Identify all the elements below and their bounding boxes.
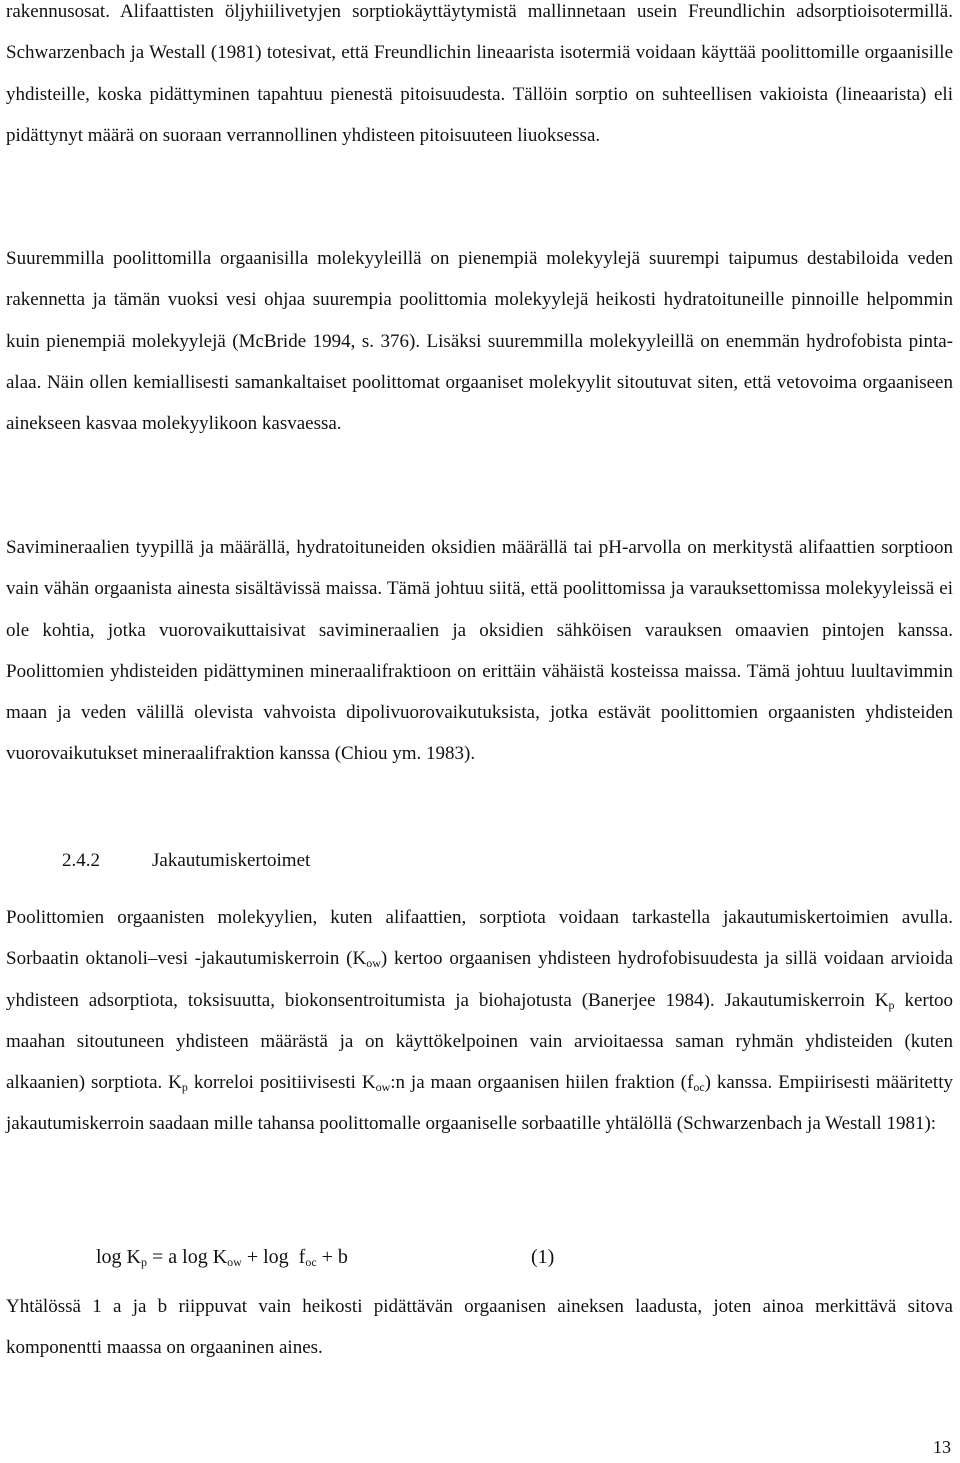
text-run: korreloi positiivisesti K xyxy=(187,1072,376,1094)
text-run: :n ja maan orgaanisen hiilen fraktion (f xyxy=(390,1072,694,1094)
formula-part: + b xyxy=(316,1246,348,1268)
text-run: ) kertoo orgaanisen yhdisteen hydrofobisuudesta ja sillä voidaan arvioida yhdisteen adsorptiota, toksisuutta, biokonsentroitumista ja biohajotusta (Banerjee 1984). Jakautumiskerroin K xyxy=(6,948,954,1011)
subscript: p xyxy=(888,997,895,1012)
paragraph-molecule-size: Suuremmilla poolittomilla orgaanisilla molekyyleillä on pienempiä molekyylejä suurempi taipumus destabiloida veden rakennetta ja tämän vuoksi vesi ohjaa suurempia poolittomia molekyylejä heikosti hydratoituneille pinnoille helpommin kuin pienempiä molekyylejä (McBride 1994, s. 376). Lisäksi suuremmilla molekyyleillä on enemmän hydrofobista pinta-alaa. Näin ollen kemiallisesti samankaltaiset poolittomat orgaaniset molekyylit sitoutuvat siten, että vetovoima orgaaniseen ainekseen kasvaa molekyylikoon kasvaessa. xyxy=(6,248,953,435)
subscript: p xyxy=(181,1080,188,1095)
equation-1 xyxy=(96,1240,555,1274)
page-number: 13 xyxy=(933,1437,951,1457)
formula-part: log K xyxy=(96,1246,141,1268)
subscript: oc xyxy=(693,1080,705,1095)
section-title: Jakautumiskertoimet xyxy=(152,850,311,871)
paragraph-clay-minerals: Savimineraalien tyypillä ja määrällä, hydratoituneiden oksidien määrällä tai pH-arvolla on merkitystä alifaattien sorptioon vain vähän orgaanista ainesta sisältävissä maissa. Tämä johtuu siitä, että poolittomissa ja varauksettomissa molekyyleissä ei ole kohtia, jotka vuorovaikuttaisivat savimineraalien ja oksidien sähköisen varauksen omaavien pintojen kanssa. Poolittomien yhdisteiden pidättyminen mineraalifraktioon on erittäin vähäistä kosteissa maissa. Tämä johtuu luultavimmin maan ja veden välillä olevista vahvoista dipolivuorovaikutuksista, jotka estävät poolittomien orgaanisten yhdisteiden vuorovaikutukset mineraalifraktion kanssa (Chiou ym. 1983). xyxy=(6,537,953,765)
paragraph-equation-explanation: Yhtälössä 1 a ja b riippuvat vain heikosti pidättävän orgaanisen aineksen laadusta, joten ainoa merkittävä sitova komponentti maassa on orgaaninen aines. xyxy=(6,1296,953,1359)
paragraph-partition-coefficients xyxy=(6,897,953,1145)
text-run: kertoo maahan sitoutuneen yhdisteen määrästä ja on käyttökelpoinen vain arvioitaessa saman ryhmän yhdisteiden (kuten alkaanien) sorptiota. K xyxy=(6,989,953,1094)
formula-subscript: oc xyxy=(305,1255,317,1269)
subscript: ow xyxy=(366,956,381,971)
formula-subscript: ow xyxy=(227,1255,242,1269)
section-heading xyxy=(62,846,310,876)
formula-part: = a log K xyxy=(147,1246,228,1268)
equation-number: (1) xyxy=(531,1246,555,1268)
section-number: 2.4.2 xyxy=(62,850,100,871)
text-run: Poolittomien orgaanisten molekyylien, kuten alifaattien, sorptiota voidaan tarkastella jakautumiskertoimien avulla. Sorbaatin oktanoli–vesi -jakautumiskerroin (K xyxy=(6,907,953,970)
text-run: ) kanssa. Empiirisesti määritetty jakautumiskerroin saadaan mille tahansa poolittomalle orgaaniselle sorbaatille yhtälöllä (Schwarzenbach ja Westall 1981): xyxy=(6,1072,953,1135)
subscript: ow xyxy=(375,1080,391,1095)
paragraph-freundlich: rakennusosat. Alifaattisten öljyhiilivetyjen sorptiokäyttäytymistä mallinnetaan usein Freundlichin adsorptioisotermillä. Schwarzenbach ja Westall (1981) totesivat, että Freundlichin lineaarista isotermiä voidaan käyttää poolittomille orgaanisille yhdisteille, koska pidättyminen tapahtuu pienestä pitoisuudesta. Tällöin sorptio on suhteellisen vakioista (lineaarista) eli pidättynyt määrä on suoraan verrannollinen yhdisteen pitoisuuteen liuoksessa. xyxy=(6,1,953,146)
formula-subscript: p xyxy=(141,1255,147,1269)
formula-part: + log f xyxy=(241,1246,306,1268)
